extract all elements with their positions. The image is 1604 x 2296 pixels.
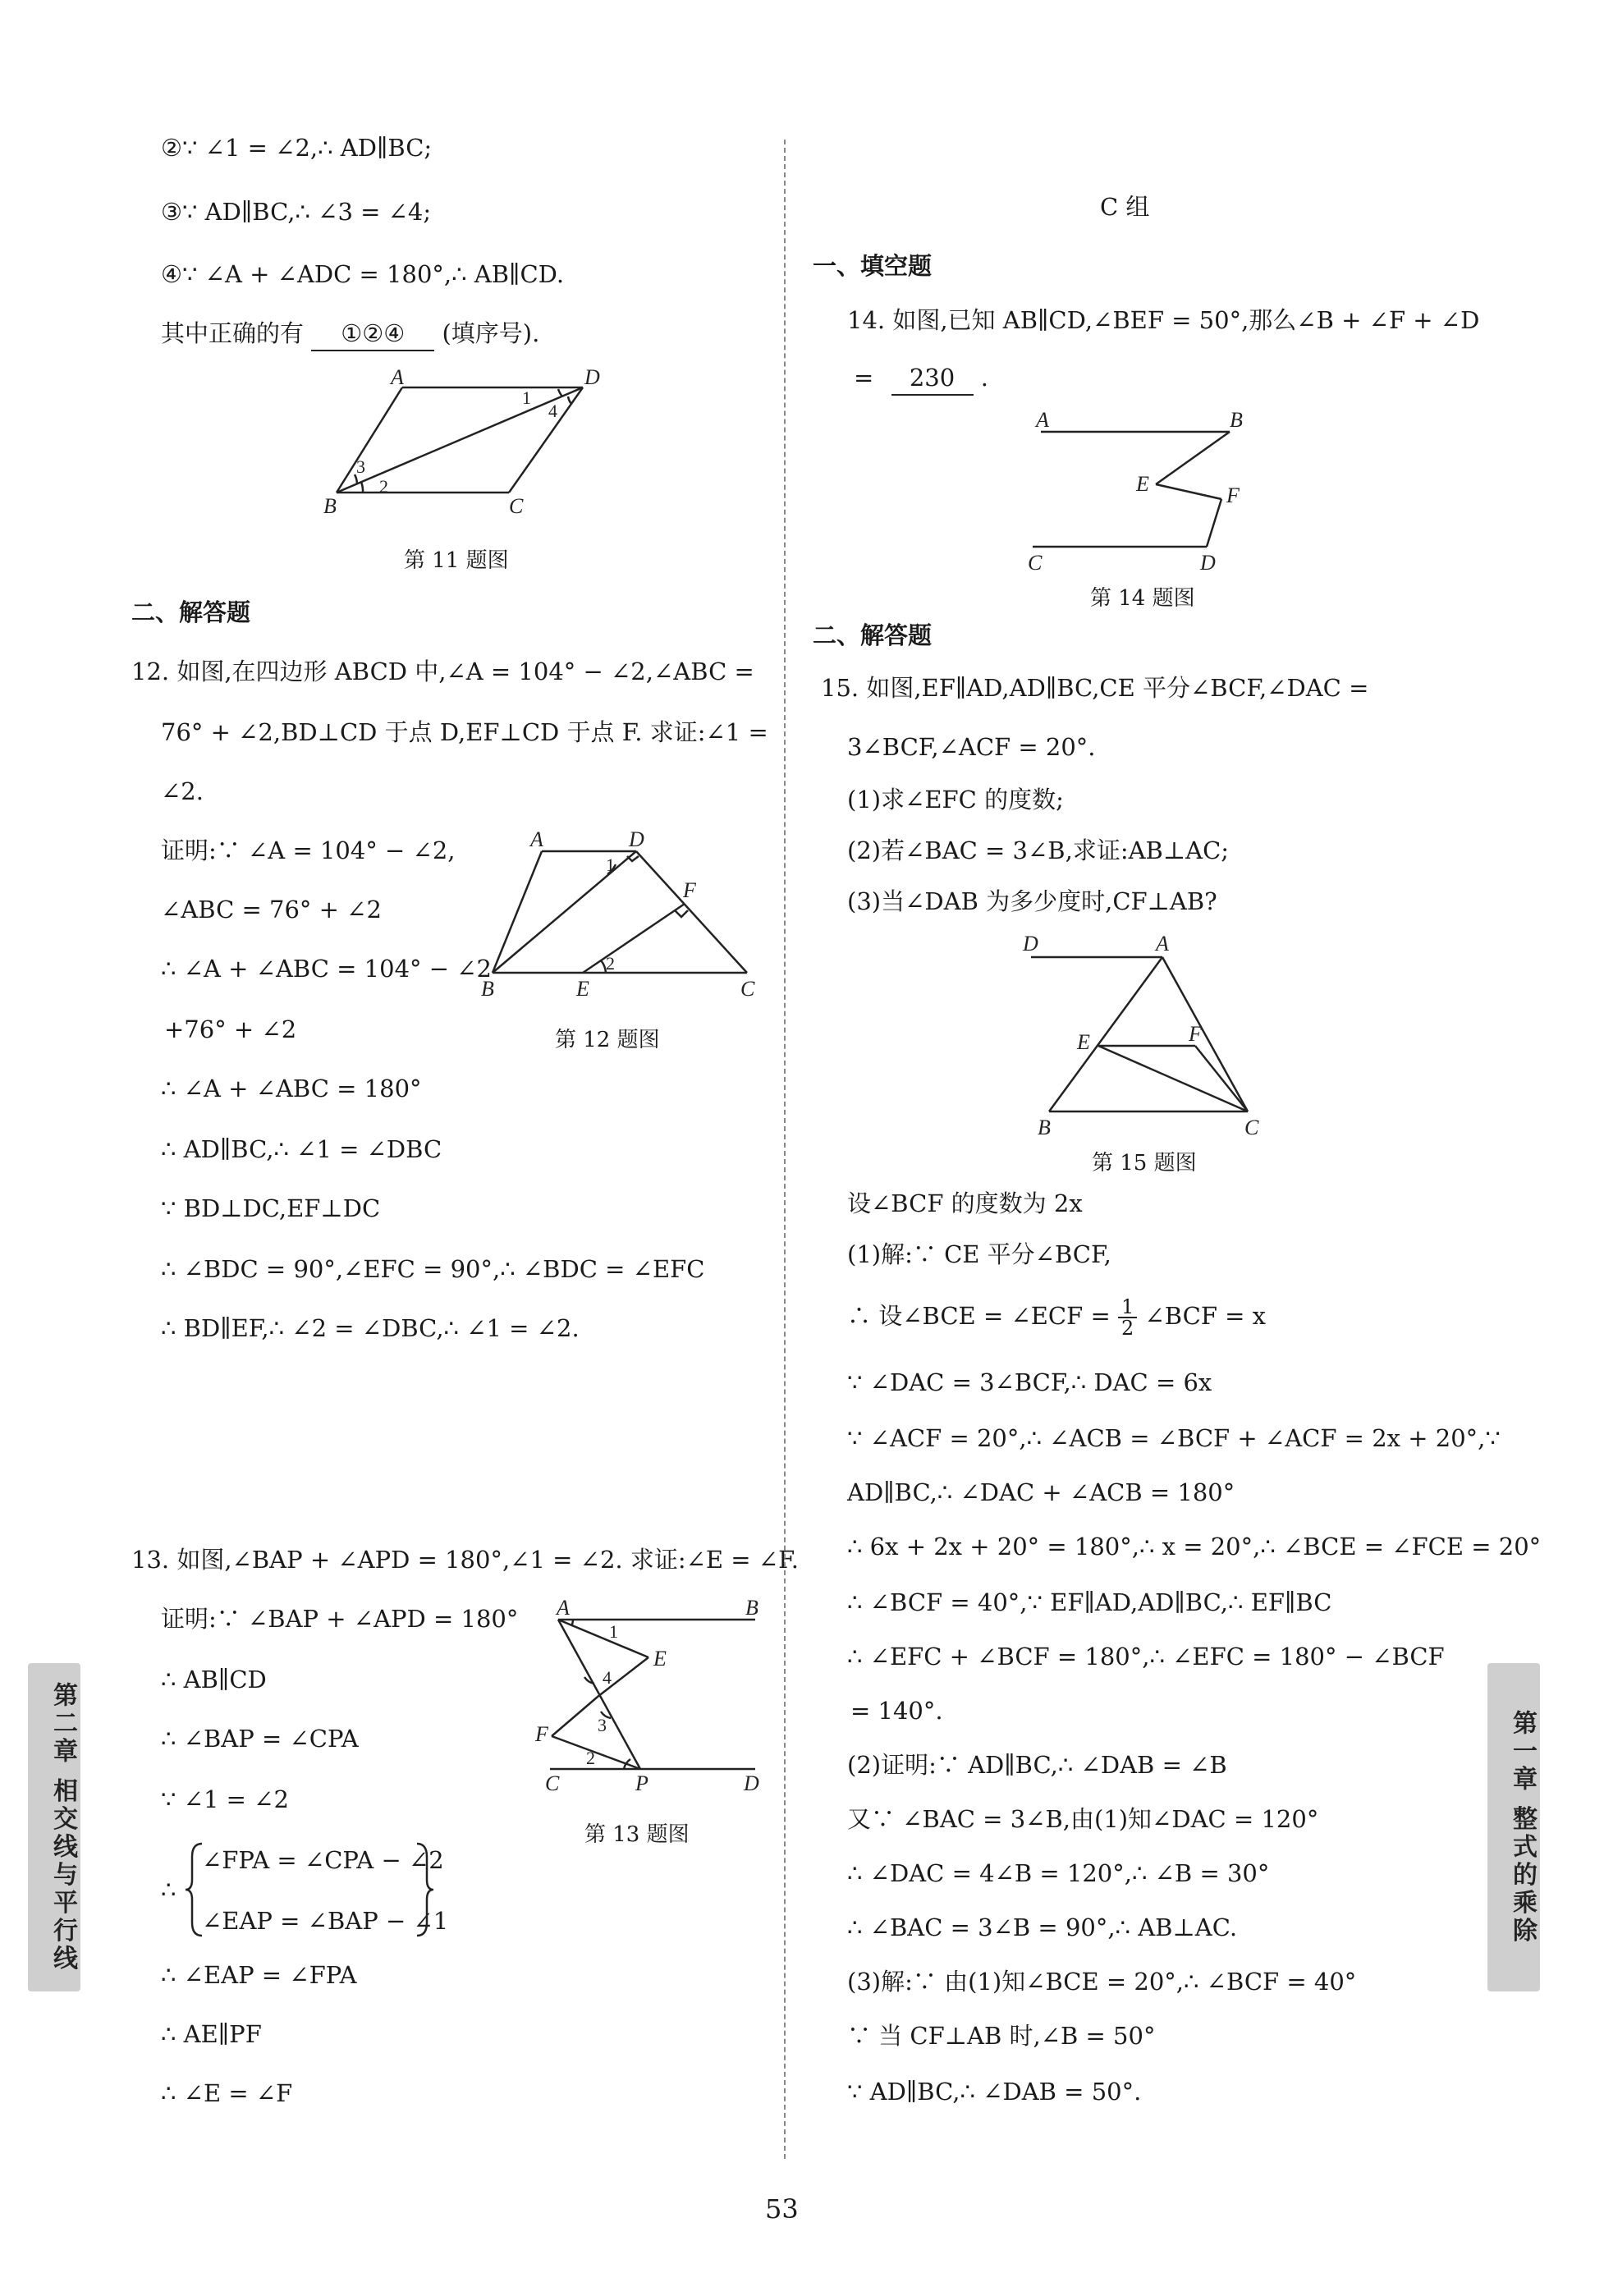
fig14-label-d: D — [1200, 551, 1216, 575]
fig15-segment-fc — [1195, 1046, 1248, 1111]
fig14-label-e: E — [1136, 472, 1149, 496]
q13-brace-line-2: ∠EAP = ∠BAP − ∠1 — [202, 1907, 449, 1935]
fig11-angle-4: 4 — [548, 401, 557, 421]
q14-text: 14. 如图,已知 AB∥CD,∠BEF = 50°,那么∠B + ∠F + ∠D — [847, 306, 1480, 334]
chapter-tab-left: 第二章 相交线与平行线 — [28, 1663, 80, 1991]
right-section2-title: 二、解答题 — [813, 621, 933, 649]
fig11-label-d: D — [584, 369, 600, 389]
q15-sol-6: ∴ 6x + 2x + 20° = 180°,∴ x = 20°,∴ ∠BCE = ∠FCE = 20° — [847, 1533, 1542, 1560]
q12-proof-8: ∴ ∠BDC = 90°,∠EFC = 90°,∴ ∠BDC = ∠EFC — [161, 1255, 705, 1283]
fig13-label-d: D — [744, 1771, 759, 1794]
q11-answer-prefix: 其中正确的有 — [161, 319, 305, 347]
fig12-side-ab — [493, 851, 542, 973]
q12-proof-6: ∴ AD∥BC,∴ ∠1 = ∠DBC — [161, 1135, 442, 1163]
fig12-label-b: B — [481, 977, 494, 1001]
fig11-angle-3: 3 — [356, 456, 365, 477]
fig13-label-e: E — [653, 1647, 667, 1670]
fig13-label-a: A — [557, 1597, 570, 1620]
q13-brace-prefix: ∴ — [161, 1876, 176, 1904]
q15-sol-4: ∵ ∠ACF = 20°,∴ ∠ACB = ∠BCF + ∠ACF = 2x + 20°,∵ — [847, 1424, 1501, 1452]
fig12-side-dc — [636, 851, 747, 973]
fig13-label-b: B — [745, 1597, 758, 1620]
q12-proof-2: ∠ABC = 76° + ∠2 — [161, 896, 382, 923]
fig15-label-a: A — [1156, 932, 1169, 956]
q12-text-2: 76° + ∠2,BD⊥CD 于点 D,EF⊥CD 于点 F. 求证:∠1 = — [161, 718, 768, 746]
q15-sol-14: (3)解:∵ 由(1)知∠BCE = 20°,∴ ∠BCF = 40° — [847, 1968, 1357, 1996]
q15-sol-15: ∵ 当 CF⊥AB 时,∠B = 50° — [847, 2022, 1156, 2050]
fig12-angle-1: 1 — [606, 855, 615, 875]
q13-brace-line-1: ∠FPA = ∠CPA − ∠2 — [202, 1846, 444, 1874]
q15-text-1: 15. 如图,EF∥AD,AD∥BC,CE 平分∠BCF,∠DAC = — [821, 674, 1369, 702]
q15-sol-13: ∴ ∠BAC = 3∠B = 90°,∴ AB⊥AC. — [847, 1913, 1238, 1941]
left-section2-title: 二、解答题 — [131, 598, 251, 626]
q11-option-3: ③∵ AD∥BC,∴ ∠3 = ∠4; — [161, 198, 432, 226]
q14-eq: = — [854, 364, 874, 392]
fig13-label-p: P — [635, 1771, 648, 1794]
fig11-label-a: A — [391, 369, 404, 389]
q12-proof-1: 证明:∵ ∠A = 104° − ∠2, — [161, 836, 456, 864]
fig11-angle-2: 2 — [379, 476, 388, 497]
fig11-angle-1: 1 — [522, 387, 531, 408]
q15-sol-9: = 140°. — [850, 1697, 943, 1725]
fig13-angle-3: 3 — [598, 1715, 607, 1735]
fig13-segment-xf — [552, 1697, 598, 1736]
q12-proof-9: ∴ BD∥EF,∴ ∠2 = ∠DBC,∴ ∠1 = ∠2. — [161, 1314, 580, 1342]
fig13-angle-4: 4 — [603, 1667, 612, 1688]
fig15-caption: 第 15 题图 — [1092, 1151, 1197, 1175]
fig15-label-f: F — [1189, 1022, 1202, 1046]
fig13-angle-1: 1 — [609, 1621, 618, 1642]
fig14-segment-be — [1156, 432, 1230, 484]
fig12-caption: 第 12 题图 — [555, 1028, 660, 1052]
fig15-segment-ab — [1049, 957, 1162, 1111]
q14-end: . — [980, 364, 988, 392]
q12-proof-3: ∴ ∠A + ∠ABC = 104° − ∠2 — [161, 955, 492, 983]
q12-proof-4: +76° + ∠2 — [164, 1015, 297, 1043]
fig12-label-e: E — [576, 977, 589, 1001]
q15-sol-frac-pre: ∴ 设∠BCE = ∠ECF = — [847, 1302, 1111, 1330]
q13-proof-6: ∴ AE∥PF — [161, 2020, 262, 2048]
fig15-segment-ac — [1162, 957, 1248, 1111]
q15-text-3: (1)求∠EFC 的度数; — [847, 786, 1064, 813]
q11-answer-suffix: (填序号). — [442, 319, 540, 347]
fig15-label-e: E — [1077, 1030, 1090, 1054]
fig14-label-f: F — [1226, 483, 1240, 507]
right-section1-title: 一、填空题 — [813, 252, 933, 280]
q13-proof-1: 证明:∵ ∠BAP + ∠APD = 180° — [161, 1605, 519, 1633]
figure-15 — [1018, 929, 1281, 1143]
q13-brace-block — [161, 1837, 449, 1944]
q15-sol-11: 又∵ ∠BAC = 3∠B,由(1)知∠DAC = 120° — [847, 1805, 1319, 1833]
fig12-label-a: A — [530, 827, 543, 851]
figure-12 — [476, 825, 763, 1006]
q13-proof-5: ∴ ∠EAP = ∠FPA — [161, 1961, 357, 1989]
q11-option-2: ②∵ ∠1 = ∠2,∴ AD∥BC; — [161, 134, 433, 162]
fig13-label-f: F — [535, 1722, 548, 1746]
q15-sol-12: ∴ ∠DAC = 4∠B = 120°,∴ ∠B = 30° — [847, 1859, 1270, 1887]
one-half-fraction — [1118, 1297, 1137, 1338]
fig15-label-c: C — [1244, 1116, 1259, 1139]
right-brace-icon — [412, 1840, 437, 1939]
fig14-label-c: C — [1028, 551, 1043, 575]
fraction-denominator: 2 — [1121, 1317, 1134, 1340]
q15-text-4: (2)若∠BAC = 3∠B,求证:AB⊥AC; — [847, 836, 1230, 864]
q12-proof-7: ∵ BD⊥DC,EF⊥DC — [161, 1194, 381, 1222]
q15-sol-7: ∴ ∠BCF = 40°,∵ EF∥AD,AD∥BC,∴ EF∥BC — [847, 1588, 1332, 1616]
figure-14 — [1024, 402, 1271, 575]
page-number: 53 — [765, 2193, 799, 2225]
fig12-label-c: C — [740, 977, 755, 1001]
q15-sol-frac-line — [847, 1297, 1266, 1338]
q15-sol-3: ∵ ∠DAC = 3∠BCF,∴ DAC = 6x — [847, 1368, 1212, 1396]
fig14-label-b: B — [1230, 408, 1243, 432]
q15-sol-8: ∴ ∠EFC + ∠BCF = 180°,∴ ∠EFC = 180° − ∠BCF — [847, 1643, 1445, 1670]
fig11-side-ab — [337, 387, 402, 493]
q11-option-4: ④∵ ∠A + ∠ADC = 180°,∴ AB∥CD. — [161, 260, 565, 288]
fraction-numerator: 1 — [1118, 1297, 1137, 1318]
q12-text-3: ∠2. — [161, 777, 204, 805]
q13-proof-7: ∴ ∠E = ∠F — [161, 2079, 293, 2107]
fig14-segment-fd — [1207, 499, 1221, 547]
fig12-label-f: F — [683, 878, 696, 902]
fig15-label-d: D — [1023, 932, 1038, 956]
fig15-segment-ec — [1098, 1046, 1248, 1111]
q12-proof-5: ∴ ∠A + ∠ABC = 180° — [161, 1075, 422, 1102]
fig13-label-c: C — [545, 1771, 560, 1794]
q14-answer-line — [854, 361, 988, 396]
fig14-segment-ef — [1156, 484, 1221, 499]
q15-sol-2: (1)解:∵ CE 平分∠BCF, — [847, 1240, 1111, 1268]
q13-proof-3: ∴ ∠BAP = ∠CPA — [161, 1725, 359, 1753]
fig12-angle-2: 2 — [606, 953, 615, 974]
q11-answer: ①②④ — [311, 317, 434, 351]
q12-text-1: 12. 如图,在四边形 ABCD 中,∠A = 104° − ∠2,∠ABC = — [131, 658, 754, 685]
figure-11 — [312, 369, 607, 517]
q15-text-2: 3∠BCF,∠ACF = 20°. — [847, 733, 1096, 761]
q15-sol-frac-post: ∠BCF = x — [1144, 1302, 1267, 1330]
fig11-label-c: C — [509, 494, 524, 517]
q13-proof-2: ∴ AB∥CD — [161, 1666, 267, 1693]
q15-sol-1: 设∠BCF 的度数为 2x — [847, 1189, 1083, 1217]
figure-13 — [534, 1597, 772, 1794]
fig11-caption: 第 11 题图 — [404, 548, 509, 573]
q13-proof-4: ∵ ∠1 = ∠2 — [161, 1785, 289, 1813]
column-divider — [784, 140, 786, 2159]
fig12-segment-ef — [583, 904, 685, 973]
fig14-caption: 第 14 题图 — [1090, 586, 1195, 611]
fig14-label-a: A — [1036, 408, 1049, 432]
q15-sol-5: AD∥BC,∴ ∠DAC + ∠ACB = 180° — [847, 1478, 1235, 1506]
chapter-tab-right: 第一章 整式的乘除 — [1487, 1663, 1540, 1991]
q15-text-5: (3)当∠DAB 为多少度时,CF⊥AB? — [847, 887, 1217, 915]
fig13-angle-2: 2 — [586, 1748, 595, 1768]
q14-answer: 230 — [891, 361, 974, 396]
q15-sol-16: ∵ AD∥BC,∴ ∠DAB = 50°. — [847, 2078, 1142, 2106]
fig11-label-b: B — [323, 494, 337, 517]
q13-text: 13. 如图,∠BAP + ∠APD = 180°,∠1 = ∠2. 求证:∠E = ∠F. — [131, 1546, 799, 1574]
group-title: C 组 — [1100, 193, 1150, 221]
fig13-caption: 第 13 题图 — [584, 1822, 690, 1847]
q11-answer-line — [161, 317, 539, 351]
fig15-label-b: B — [1038, 1116, 1051, 1139]
fig12-label-d: D — [629, 827, 644, 851]
q15-sol-10: (2)证明:∵ AD∥BC,∴ ∠DAB = ∠B — [847, 1751, 1227, 1779]
